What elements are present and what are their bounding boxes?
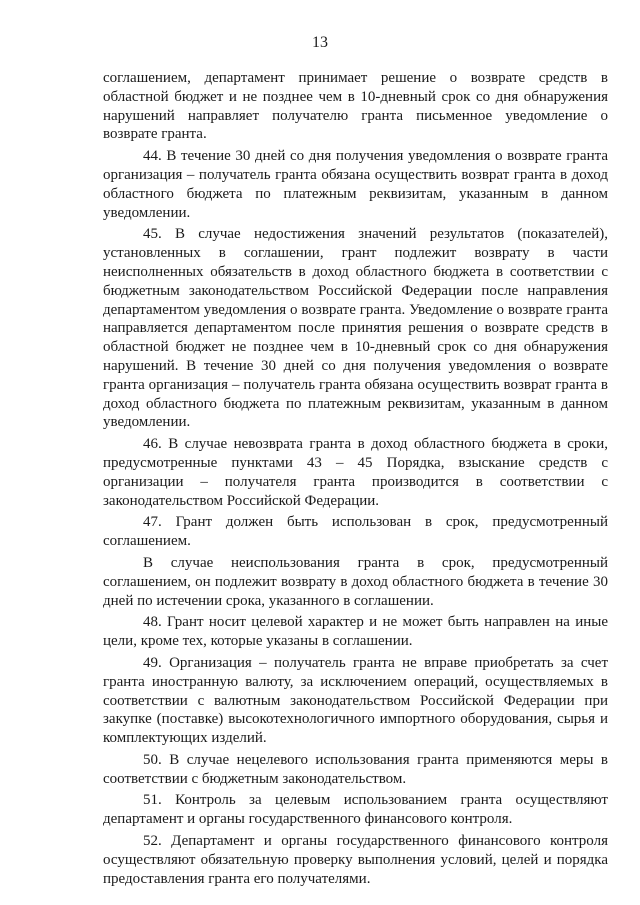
paragraph-52: 52. Департамент и органы государственного финансового контроля осуществляют обязательную проверку выполнения условий, целей и порядка предоставления гранта его получателями.: [103, 833, 608, 887]
paragraph-50: 50. В случае нецелевого использования гранта применяются меры в соответствии с бюджетным законодательством.: [103, 751, 608, 787]
paragraph-continuation: соглашением, департамент принимает решение о возврате средств в областной бюджет и не позднее чем в 10-дневный срок со дня обнаружения нарушений направляет получателю гранта письменное уведомление о возврате гранта.: [103, 70, 608, 143]
paragraph-47-unused-grant: В случае неиспользования гранта в срок, предусмотренный соглашением, он подлежит возврату в доход областного бюджета в течение 30 дней по истечении срока, указанного в соглашении.: [103, 554, 608, 609]
paragraph-49: 49. Организация – получатель гранта не вправе приобретать за счет гранта иностранную валюту, за исключением операций, осуществляемых в соответствии с валютным законодательством Российской Федерации при закупке (поставке) высокотехнологичного импортного оборудования, сырья и комплектующих изделий.: [103, 654, 608, 747]
document-body: [103, 69, 608, 888]
paragraph-45: 45. В случае недостижения значений результатов (показателей), установленных в соглашении, грант подлежит возврату в части неисполненных обязательств в доход областного бюджета в соответствии с бюджетным законодательством Российской Федерации после направления департаментом уведомления о возврате гранта. Уведомление о возврате гранта направляется департаментом после принятия решения о возврате средств в областной бюджет не позднее чем в 10-дневный срок со дня обнаружения нарушений. В течение 30 дней со дня получения уведомления о возврате гранта организация – получатель гранта обязана осуществить возврат гранта в доход областного бюджета по платежным реквизитам, указанным в данном уведомлении.: [103, 226, 608, 431]
paragraph-51: 51. Контроль за целевым использованием гранта осуществляют департамент и органы государственного финансового контроля.: [103, 792, 608, 828]
paragraph-47: 47. Грант должен быть использован в срок, предусмотренный соглашением.: [103, 514, 608, 550]
paragraph-44: 44. В течение 30 дней со дня получения уведомления о возврате гранта организация – получатель гранта обязана осуществить возврат гранта в доход областного бюджета по платежным реквизитам, указанным в данном уведомлении.: [103, 148, 608, 221]
paragraph-46: 46. В случае невозврата гранта в доход областного бюджета в сроки, предусмотренные пунктами 43 – 45 Порядка, взыскание средств с организации – получателя гранта производится в соответствии с законодательством Российской Федерации.: [103, 436, 608, 509]
paragraph-48: 48. Грант носит целевой характер и не может быть направлен на иные цели, кроме тех, которые указаны в соглашении.: [103, 614, 608, 650]
page-number: 13: [312, 34, 328, 51]
